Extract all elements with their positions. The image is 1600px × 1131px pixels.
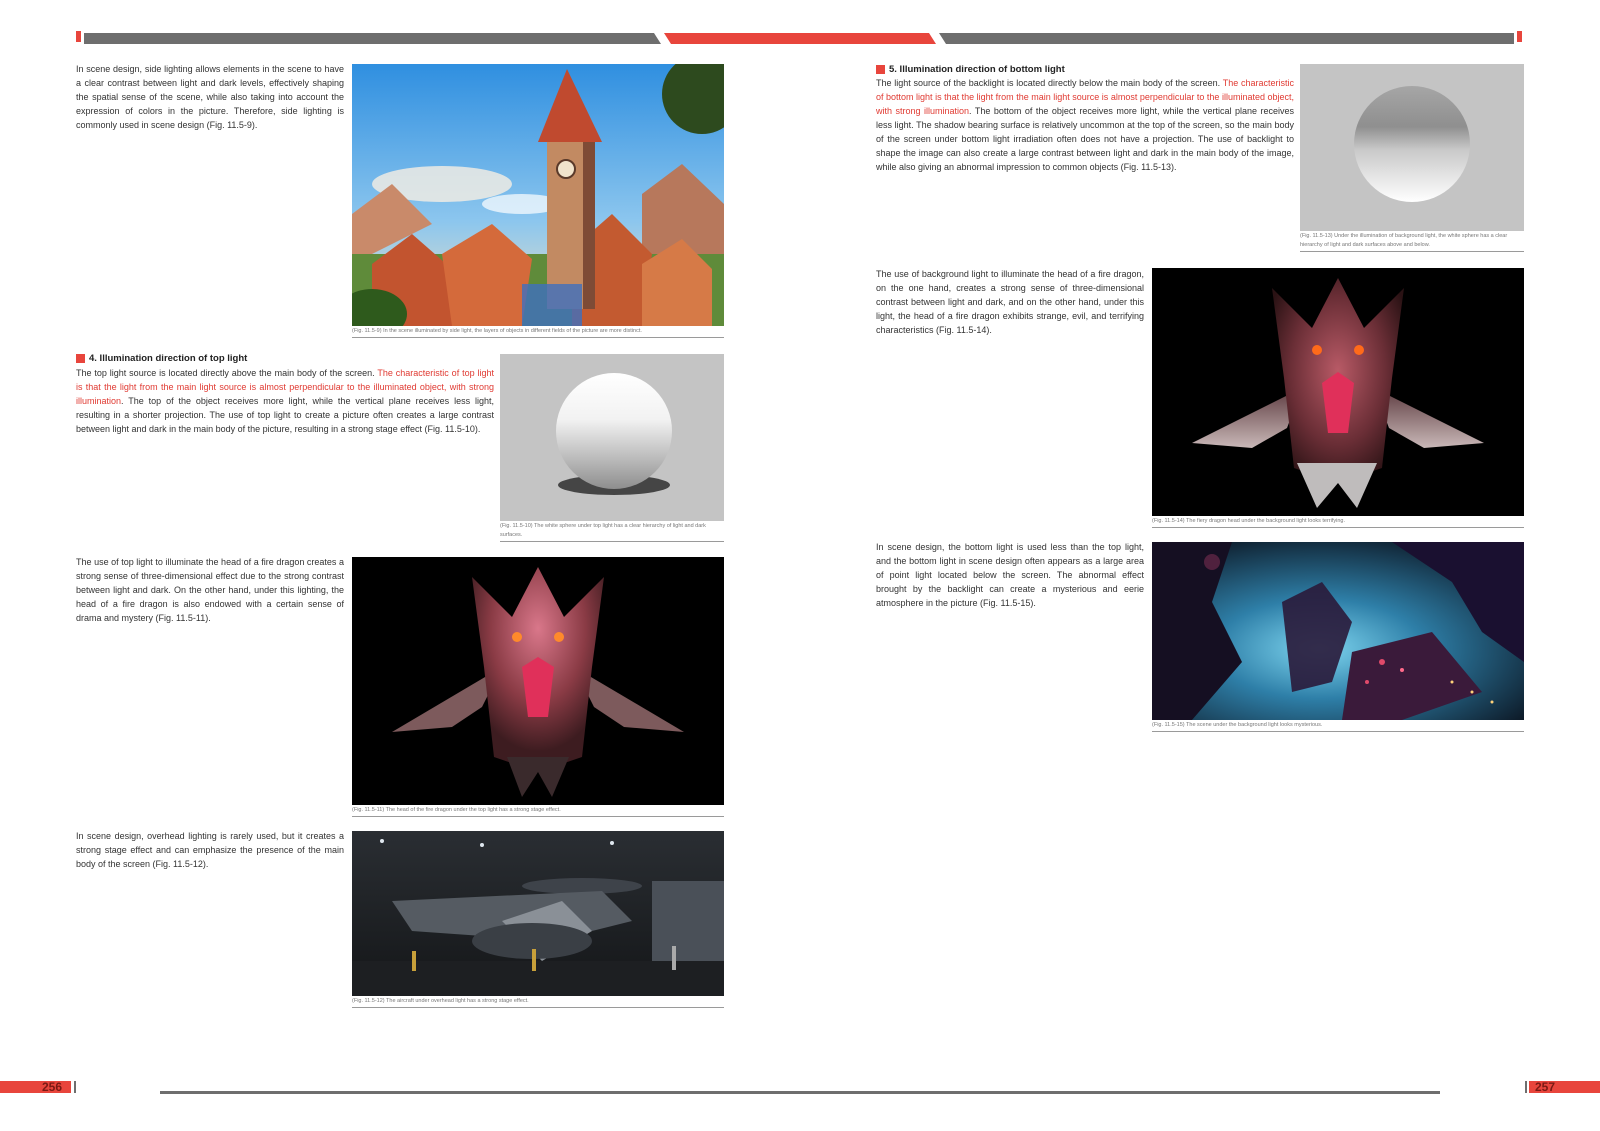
heading-top-light-text: 4. Illumination direction of top light: [89, 353, 248, 364]
figure-sphere-bottom-light: [1300, 64, 1524, 231]
page-number-right: 257: [1535, 1080, 1556, 1094]
heading-bottom-light-text: 5. Illumination direction of bottom light: [889, 64, 1065, 75]
top-bar-left-accent: [76, 31, 81, 42]
caption-fig-11-5-11: (Fig. 11.5-11) The head of the fire dragon under the top light has a strong stage effect.: [352, 806, 724, 817]
figure-dragon-top-light: [352, 557, 724, 805]
footer-right-tick: [1525, 1081, 1527, 1093]
heading-bottom-light: [876, 64, 1065, 75]
caption-fig-11-5-12: (Fig. 11.5-12) The aircraft under overhead light has a strong stage effect.: [352, 997, 724, 1008]
paragraph-bottom-light-rest: . The bottom of the object receives more light, while the vertical plane receives less light. The shadow bearing surface is relatively uncommon at the top of the screen, so the main body of the screen under bottom light irradiation often does not have a projection. The use of backlight to shape the image can also create a large contrast between light and dark in the main body of the image, while also giving an abnormal impression to common objects (Fig. 11.5-13).: [876, 106, 1294, 172]
paragraph-dragon-top-light: The use of top light to illuminate the head of a fire dragon creates a strong sense of three-dimensional effect due to the strong contrast between light and dark. On the other hand, under this lighting, the head of a fire dragon is also endowed with a certain sense of drama and mystery (Fig. 11.5-11).: [76, 557, 344, 623]
paragraph-bottom-light: [876, 76, 1294, 174]
caption-fig-11-5-13: (Fig. 11.5-13) Under the illumination of background light, the white sphere has a clear hierarchy of light and dark surfaces above and below.: [1300, 232, 1524, 252]
caption-fig-11-5-10: (Fig. 11.5-10) The white sphere under top light has a clear hierarchy of light and dark surfaces.: [500, 522, 724, 542]
figure-town-side-light: [352, 64, 724, 326]
paragraph-top-light: [76, 366, 494, 436]
paragraph-bottom-light-scene: In scene design, the bottom light is used less than the top light, and the bottom light in scene design often appears as a large area of point light located below the screen. The abnormal effect brought by the backlight can create a mysterious and eerie atmosphere in the picture (Fig. 11.5-15).: [876, 542, 1144, 608]
figure-scene-background-light: [1152, 542, 1524, 720]
footer-left-tick: [74, 1081, 76, 1093]
top-bar-right-accent: [1517, 31, 1522, 42]
caption-fig-11-5-14: (Fig. 11.5-14) The fiery dragon head under the background light looks terrifying.: [1152, 517, 1524, 528]
caption-fig-11-5-9: (Fig. 11.5-9) In the scene illuminated by side light, the layers of objects in different fields of the picture are more distinct.: [352, 327, 724, 338]
page-number-left: 256: [42, 1080, 63, 1094]
paragraph-top-light-intro: The top light source is located directly above the main body of the screen.: [76, 368, 378, 378]
top-bar-left: [84, 31, 661, 42]
paragraph-overhead-light: In scene design, overhead lighting is rarely used, but it creates a strong stage effect and can emphasize the presence of the main body of the screen (Fig. 11.5-12).: [76, 831, 344, 869]
paragraph-top-light-highlight: The characteristic of top light is that the light from the main light source is almost perpendicular to the illuminated object, with strong illumination: [76, 368, 494, 406]
heading-top-light: [76, 353, 247, 364]
figure-dragon-background-light: [1152, 268, 1524, 516]
paragraph-dragon-background-light: The use of background light to illuminate the head of a fire dragon, on the one hand, creates a strong sense of three-dimensional contrast between light and dark, and on the other hand, under this light, the head of a fire dragon exhibits strange, evil, and terrifying characteristics (Fig. 11.5-14).: [876, 269, 1144, 335]
footer-rule: [160, 1091, 1440, 1094]
figure-sphere-top-light: [500, 354, 724, 521]
paragraph-bottom-light-highlight: The characteristic of bottom light is that the light from the main light source is almost perpendicular to the illuminated object, with strong illumination: [876, 78, 1294, 116]
caption-fig-11-5-15: (Fig. 11.5-15) The scene under the background light looks mysterious.: [1152, 721, 1524, 732]
heading-bullet-icon: [876, 65, 885, 74]
paragraph-top-light-rest: . The top of the object receives more light, while the vertical plane receives less light, resulting in a shorter projection. The use of top light to create a picture often creates a large contrast between light and dark in the main body of the picture, resulting in a strong stage effect (Fig. 11.5-10).: [76, 396, 494, 434]
paragraph-side-light: In scene design, side lighting allows elements in the scene to have a clear contrast between light and dark levels, effectively shaping the spatial sense of the scene, while also taking into account the expression of colors in the picture. Therefore, side lighting is commonly used in scene design (Fig. 11.5-9).: [76, 64, 344, 130]
figure-aircraft-overhead-light: [352, 831, 724, 996]
top-bar-right: [939, 31, 1514, 42]
top-bar-center-red: [664, 31, 936, 42]
paragraph-bottom-light-intro: The light source of the backlight is located directly below the main body of the screen.: [876, 78, 1223, 88]
heading-bullet-icon: [76, 354, 85, 363]
